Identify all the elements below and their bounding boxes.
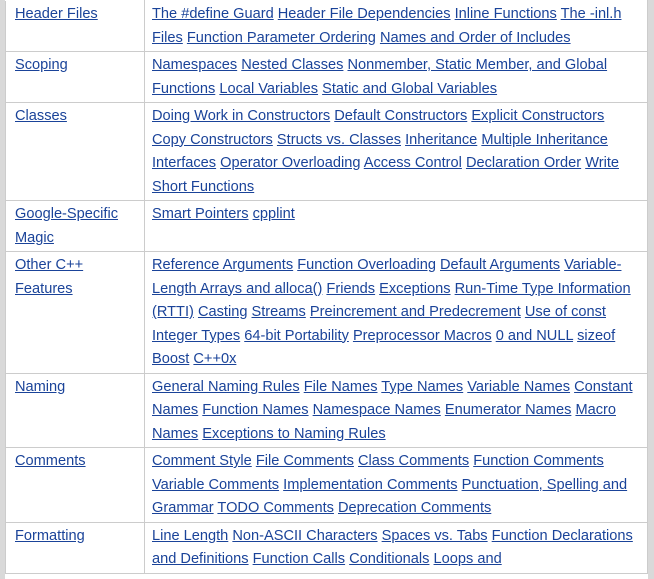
toc-items-cell xyxy=(145,1,648,52)
toc-table xyxy=(5,0,648,574)
toc-category-link[interactable]: Google-Specific Magic xyxy=(15,206,119,246)
toc-item-link[interactable]: Exceptions to Naming Rules xyxy=(202,425,386,442)
toc-item-link[interactable]: 0 and NULL xyxy=(495,327,574,344)
toc-category-link[interactable]: Header Files xyxy=(15,6,98,22)
toc-item-link[interactable]: Variable Names xyxy=(467,378,571,395)
toc-item-link[interactable]: Enumerator Names xyxy=(444,402,572,418)
toc-category-link[interactable]: Other C++ Features xyxy=(15,257,84,297)
toc-item-link[interactable]: Namespace Names xyxy=(312,402,441,418)
toc-item-link[interactable]: Local Variables xyxy=(219,80,319,97)
toc-item-link[interactable]: Access Control xyxy=(363,155,462,171)
toc-item-link[interactable]: Nonmember, Static Member, and Global Functions xyxy=(152,57,608,97)
toc-category-link[interactable]: Formatting xyxy=(15,527,85,544)
toc-row xyxy=(6,522,648,573)
toc-item-link[interactable]: Exceptions xyxy=(379,280,451,297)
toc-items-cell xyxy=(145,103,648,201)
toc-item-link[interactable]: The -inl.h Files xyxy=(152,6,622,46)
toc-item-link[interactable]: Integer Types xyxy=(152,327,241,344)
toc-item-link[interactable]: Default Constructors xyxy=(334,108,468,124)
toc-item-link[interactable]: Interfaces xyxy=(152,155,217,171)
toc-item-link[interactable]: Function Names xyxy=(202,402,309,418)
toc-item-link[interactable]: Default Arguments xyxy=(440,257,561,273)
toc-item-link[interactable]: Explicit Constructors xyxy=(471,108,605,124)
toc-category-link[interactable]: Scoping xyxy=(15,57,68,73)
toc-item-link[interactable]: Macro Names xyxy=(152,402,616,442)
toc-item-link[interactable]: Structs vs. Classes xyxy=(276,131,401,148)
toc-item-link[interactable]: Preprocessor Macros xyxy=(352,327,492,344)
toc-category-link[interactable]: Naming xyxy=(15,378,66,395)
toc-item-link[interactable]: cpplint xyxy=(252,206,295,222)
toc-item-link[interactable]: Nested Classes xyxy=(241,57,344,73)
toc-item-link[interactable]: Constant Names xyxy=(152,378,633,418)
toc-item-link[interactable]: Function Overloading xyxy=(297,257,436,273)
toc-row xyxy=(6,373,648,448)
toc-row xyxy=(6,103,648,201)
toc-item-link[interactable]: Type Names xyxy=(381,378,464,395)
toc-item-link[interactable]: Multiple Inheritance xyxy=(481,131,608,148)
toc-item-link[interactable]: Inheritance xyxy=(405,131,478,148)
toc-items-cell xyxy=(145,522,648,573)
right-gutter xyxy=(648,0,654,579)
toc-item-link[interactable]: File Comments xyxy=(255,453,354,469)
toc-item-link[interactable]: General Naming Rules xyxy=(152,378,300,395)
toc-item-link[interactable]: sizeof xyxy=(577,327,616,344)
toc-category-link[interactable]: Comments xyxy=(15,453,86,469)
toc-items-cell xyxy=(145,252,648,374)
toc-row xyxy=(6,201,648,252)
toc-category-cell xyxy=(6,52,145,103)
toc-item-link[interactable]: Names and Order of Includes xyxy=(379,29,571,46)
toc-item-link[interactable]: Operator Overloading xyxy=(220,155,361,171)
toc-item-link[interactable]: C++0x xyxy=(193,351,237,367)
toc-category-cell xyxy=(6,373,145,448)
toc-item-link[interactable]: Static and Global Variables xyxy=(322,80,498,97)
toc-item-link[interactable]: Function Calls xyxy=(252,551,346,567)
toc-item-link[interactable]: Boost xyxy=(152,351,190,367)
toc-category-cell xyxy=(6,1,145,52)
toc-item-link[interactable]: Casting xyxy=(197,304,248,320)
toc-item-link[interactable]: Function Comments xyxy=(473,453,604,469)
toc-item-link[interactable]: Smart Pointers xyxy=(152,206,249,222)
toc-item-link[interactable]: File Names xyxy=(303,378,378,395)
toc-item-link[interactable]: Write Short Functions xyxy=(152,155,619,195)
toc-item-link[interactable]: 64-bit Portability xyxy=(244,327,349,344)
toc-item-link[interactable]: Comment Style xyxy=(152,453,252,469)
toc-item-link[interactable]: Variable-Length Arrays and alloca() xyxy=(152,257,622,297)
toc-item-link[interactable]: Class Comments xyxy=(358,453,470,469)
toc-item-link[interactable]: Line Length xyxy=(152,527,229,544)
toc-item-link[interactable]: Function Declarations and Definitions xyxy=(152,527,633,567)
toc-row xyxy=(6,252,648,374)
toc-item-link[interactable]: Streams xyxy=(251,304,306,320)
toc-item-link[interactable]: Declaration Order xyxy=(465,155,582,171)
toc-item-link[interactable]: Use of const xyxy=(524,304,606,320)
toc-item-link[interactable]: The #define Guard xyxy=(152,6,274,22)
toc-row xyxy=(6,448,648,523)
toc-item-link[interactable]: Namespaces xyxy=(152,57,238,73)
toc-item-link[interactable]: Implementation Comments xyxy=(283,476,458,493)
toc-category-cell xyxy=(6,252,145,374)
toc-item-link[interactable]: Copy Constructors xyxy=(152,131,273,148)
toc-items-cell xyxy=(145,373,648,448)
toc-item-link[interactable]: Friends xyxy=(326,280,376,297)
toc-item-link[interactable]: Conditionals xyxy=(349,551,430,567)
toc-item-link[interactable]: Inline Functions xyxy=(454,6,557,22)
toc-item-link[interactable]: Variable Comments xyxy=(152,476,280,493)
toc-item-link[interactable]: Doing Work in Constructors xyxy=(152,108,331,124)
toc-category-cell xyxy=(6,448,145,523)
toc-item-link[interactable]: Reference Arguments xyxy=(152,257,294,273)
toc-item-link[interactable]: Loops and xyxy=(433,551,502,567)
toc-item-link[interactable]: Header File Dependencies xyxy=(277,6,451,22)
toc-item-link[interactable]: Function Parameter Ordering xyxy=(186,29,376,46)
toc-items-cell xyxy=(145,448,648,523)
toc-item-link[interactable]: Preincrement and Predecrement xyxy=(309,304,521,320)
toc-category-cell xyxy=(6,201,145,252)
toc-items-cell xyxy=(145,201,648,252)
toc-item-link[interactable]: Run-Time Type Information (RTTI) xyxy=(152,280,631,320)
toc-item-link[interactable]: Non-ASCII Characters xyxy=(232,527,378,544)
toc-row xyxy=(6,1,648,52)
toc-item-link[interactable]: TODO Comments xyxy=(217,500,334,516)
toc-items-cell xyxy=(145,52,648,103)
toc-category-cell xyxy=(6,522,145,573)
toc-category-link[interactable]: Classes xyxy=(15,108,67,124)
toc-item-link[interactable]: Punctuation, Spelling and Grammar xyxy=(152,476,628,516)
toc-category-cell xyxy=(6,103,145,201)
toc-item-link[interactable]: Spaces vs. Tabs xyxy=(381,527,488,544)
toc-row xyxy=(6,52,648,103)
toc-item-link[interactable]: Deprecation Comments xyxy=(338,500,492,516)
